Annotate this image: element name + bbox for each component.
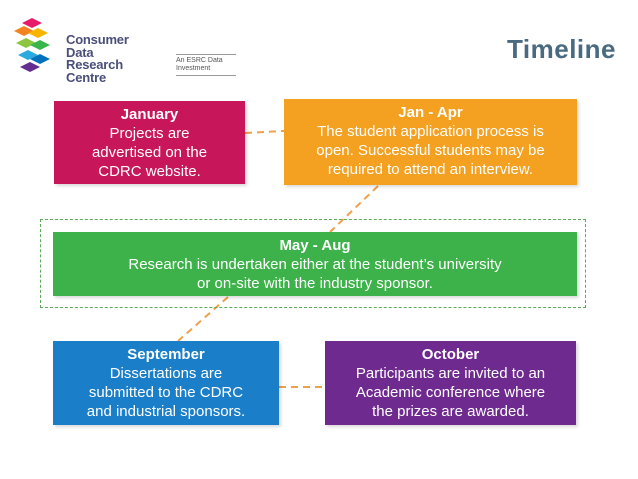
step-text: CDRC website.: [98, 163, 201, 180]
page-title: Timeline: [506, 34, 616, 64]
esrc-line: An ESRC Data: [176, 57, 223, 64]
step-heading: October: [421, 346, 480, 363]
step-text: The student application process is: [317, 123, 544, 140]
logo-wordmark: [66, 34, 129, 84]
esrc-line: Investment: [176, 65, 211, 72]
cdrc-logo-icon: [14, 16, 54, 78]
logo-line: Data: [66, 44, 94, 60]
step-may-aug: [53, 232, 577, 296]
step-text: and industrial sponsors.: [86, 403, 246, 420]
step-text: Projects are: [109, 125, 190, 142]
step-text: Academic conference where: [355, 384, 546, 401]
logo-line: Research: [66, 57, 123, 72]
step-text: or on-site with the industry sponsor.: [197, 275, 433, 292]
step-text: the prizes are awarded.: [372, 403, 529, 420]
step-text: open. Successful students may be: [316, 142, 545, 159]
step-jan-apr: [284, 99, 577, 185]
cdrc-logo: [14, 16, 223, 85]
step-text: required to attend an interview.: [327, 161, 534, 178]
step-text: Participants are invited to an: [355, 365, 546, 382]
step-october: [325, 341, 576, 425]
step-text: Research is undertaken either at the student’s university: [128, 256, 502, 273]
step-text: advertised on the: [91, 144, 208, 161]
esrc-badge: [176, 54, 236, 76]
step-heading: January: [120, 106, 179, 123]
step-text: submitted to the CDRC: [88, 384, 244, 401]
logo-line: Centre: [66, 69, 106, 85]
step-text: Dissertations are: [109, 365, 223, 382]
step-heading: May - Aug: [279, 237, 351, 254]
step-heading: September: [127, 346, 205, 363]
step-january: [54, 101, 245, 184]
step-september: [53, 341, 279, 425]
connector-jan-to-janapr: [245, 131, 284, 133]
logo-line: Consumer: [66, 32, 129, 47]
step-heading: Jan - Apr: [398, 104, 463, 121]
